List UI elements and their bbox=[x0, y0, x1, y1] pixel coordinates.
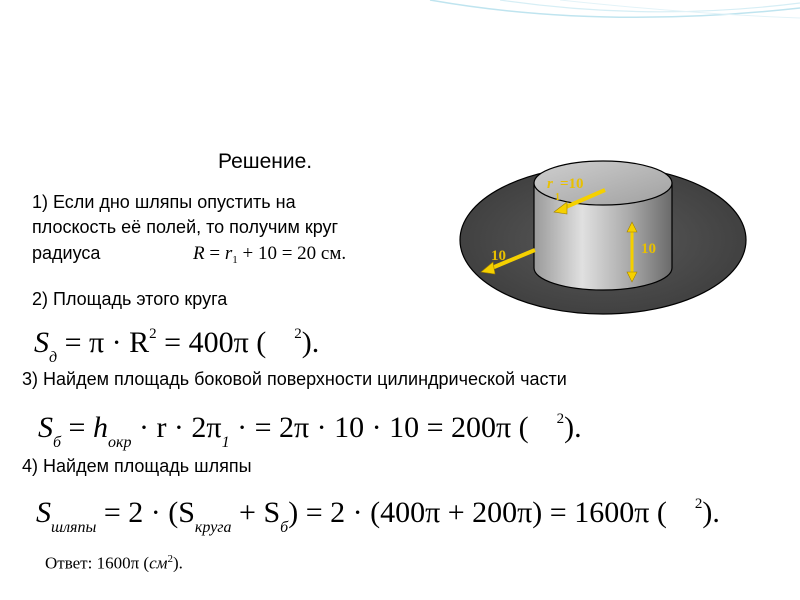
formula-close: ). bbox=[564, 411, 582, 444]
formula-unit-exp: 2 bbox=[694, 496, 703, 512]
formula-unit-exp: 2 bbox=[556, 411, 565, 427]
formula-c: ) = 2 · (400π + 200π) = 1600π ( bbox=[288, 496, 667, 529]
formula-tail: · = 2π · 10 · 10 = 200π ( bbox=[229, 411, 529, 444]
step2-text: 2) Площадь этого круга bbox=[32, 289, 228, 309]
answer-unit: см bbox=[149, 553, 168, 573]
formula-close: ). bbox=[301, 326, 320, 359]
answer-exp: 2 bbox=[167, 553, 173, 565]
formula-S: S bbox=[36, 496, 51, 529]
formula-S: S bbox=[34, 326, 49, 359]
formula-sub-b: б bbox=[280, 519, 289, 536]
formula-h-sub: окр bbox=[107, 434, 132, 451]
step4-text: 4) Найдем площадь шляпы bbox=[22, 456, 252, 476]
answer-suffix: ). bbox=[172, 553, 183, 573]
answer bbox=[45, 553, 183, 574]
formula-R: R bbox=[193, 243, 205, 264]
radius-formula bbox=[193, 243, 346, 266]
radius-label: r bbox=[547, 176, 553, 192]
circle-area-formula bbox=[34, 317, 319, 375]
formula-close: ). bbox=[702, 496, 720, 529]
step3-text: 3) Найдем площадь боковой поверхности цилиндрической части bbox=[22, 369, 567, 389]
formula-h: h bbox=[92, 411, 108, 444]
formula-eq: = bbox=[61, 411, 93, 444]
step1-line2: плоскость её полей, то получим круг bbox=[32, 217, 339, 237]
formula-b: + S bbox=[231, 496, 281, 529]
formula-exp: 2 bbox=[149, 326, 157, 342]
formula-tail: = 400π ( bbox=[156, 326, 267, 359]
height-label: 10 bbox=[641, 241, 656, 257]
radius-label-sub: 1 bbox=[555, 192, 560, 203]
step1-line3: радиуса bbox=[32, 243, 101, 263]
formula-S: S bbox=[38, 411, 53, 444]
lateral-area-formula bbox=[38, 402, 582, 460]
formula-body: = π · R bbox=[57, 326, 150, 359]
brim-label: 10 bbox=[491, 248, 506, 264]
formula-sub-krug: круга bbox=[194, 519, 232, 536]
formula-r-sub: 1 bbox=[221, 434, 230, 451]
answer-prefix: Ответ: 1600π ( bbox=[45, 553, 150, 573]
formula-a: = 2 · (S bbox=[96, 496, 195, 529]
formula-r-sub: 1 bbox=[232, 254, 238, 266]
slide-title: Решение. bbox=[218, 150, 313, 173]
formula-unit-exp: 2 bbox=[294, 326, 302, 342]
formula-S-sub: шляпы bbox=[51, 519, 97, 536]
radius-label-value: =10 bbox=[560, 176, 584, 192]
formula-S-sub: б bbox=[53, 434, 62, 451]
formula-mid: · r · 2π bbox=[131, 411, 222, 444]
step1-line1: 1) Если дно шляпы опустить на bbox=[32, 192, 296, 212]
hat-area-formula bbox=[36, 487, 720, 545]
decorative-header-lines bbox=[0, 0, 800, 40]
formula-rest: + 10 = 20 см. bbox=[237, 243, 347, 264]
formula-S-sub: д bbox=[49, 349, 58, 366]
formula-eq: = bbox=[204, 243, 225, 264]
hat-figure bbox=[455, 150, 755, 320]
formula-r: r bbox=[224, 243, 233, 264]
